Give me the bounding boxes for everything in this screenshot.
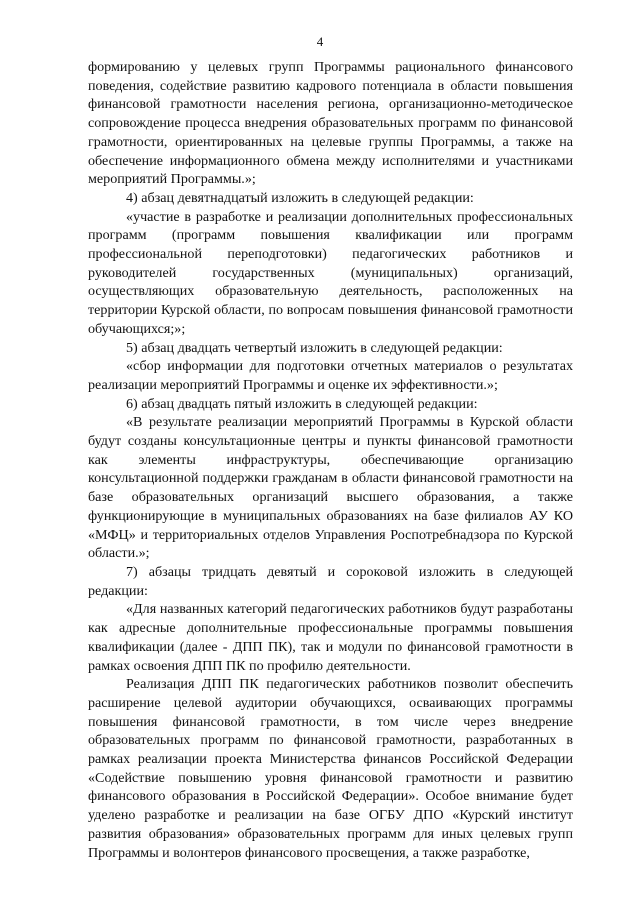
paragraph: Реализация ДПП ПК педагогических работников позволит обеспечить расширение целевой аудитории обучающихся, осваивающих программы повышения финансовой грамотности, в том числе через внедрение образовательных программ по финансовой грамотности, разработанных в рамках реализации проекта Министерства финансов Российской Федерации «Содействие повышению уровня финансовой грамотности и развитию финансового образования в Российской Федерации». Особое внимание будет уделено разработке и реализации на базе ОГБУ ДПО «Курский институт развития образования» образовательных программ для иных целевых групп Программы и волонтеров финансового просвещения, а также разработке, [88,676,573,861]
paragraph: 4) абзац девятнадцатый изложить в следующей редакции: [126,189,474,206]
paragraph: 6) абзац двадцать пятый изложить в следующей редакции: [126,395,478,412]
paragraph: 7) абзацы тридцать девятый и сороковой изложить в следующей редакции: [88,563,573,599]
page-number: 4 [316,34,324,49]
document-body [88,58,573,862]
paragraph: «участие в разработке и реализации дополнительных профессиональных программ (программ повышения квалификации или программ профессиональной переподготовки) педагогических работников и руководителей государственных (муниципальных) организаций, осуществляющих образовательную деятельность, расположенных на территории Курской области, по вопросам повышения финансовой грамотности обучающихся;»; [88,208,573,337]
paragraph: 5) абзац двадцать четвертый изложить в следующей редакции: [126,339,503,356]
paragraph: формированию у целевых групп Программы рационального финансового поведения, содействие развитию кадрового потенциала в области повышения финансовой грамотности населения региона, организационно-методическое сопровождение процесса внедрения образовательных программ по финансовой грамотности, ориентированных на целевые группы Программы, а также на обеспечение информационного обмена между исполнителями и участниками мероприятий Программы.»; [88,59,573,188]
paragraph: «сбор информации для подготовки отчетных материалов о результатах реализации мероприятий Программы и оценке их эффективности.»; [88,358,573,393]
paragraph: «Для названных категорий педагогических работников будут разработаны как адресные дополнительные профессиональные программы повышения квалификации (далее - ДПП ПК), так и модули по финансовой грамотности в рамках освоения ДПП ПК по профилю деятельности. [88,601,573,674]
paragraph: «В результате реализации мероприятий Программы в Курской области будут созданы консультационные центры и пункты финансовой грамотности как элементы инфраструктуры, обеспечивающие организацию консультационной поддержки гражданам в области финансовой грамотности на базе образовательных организаций высшего образования, а также функционирующие в муниципальных образованиях на базе филиалов АУ КО «МФЦ» и территориальных отделов Управления Роспотребнадзора по Курской области.»; [88,414,573,562]
